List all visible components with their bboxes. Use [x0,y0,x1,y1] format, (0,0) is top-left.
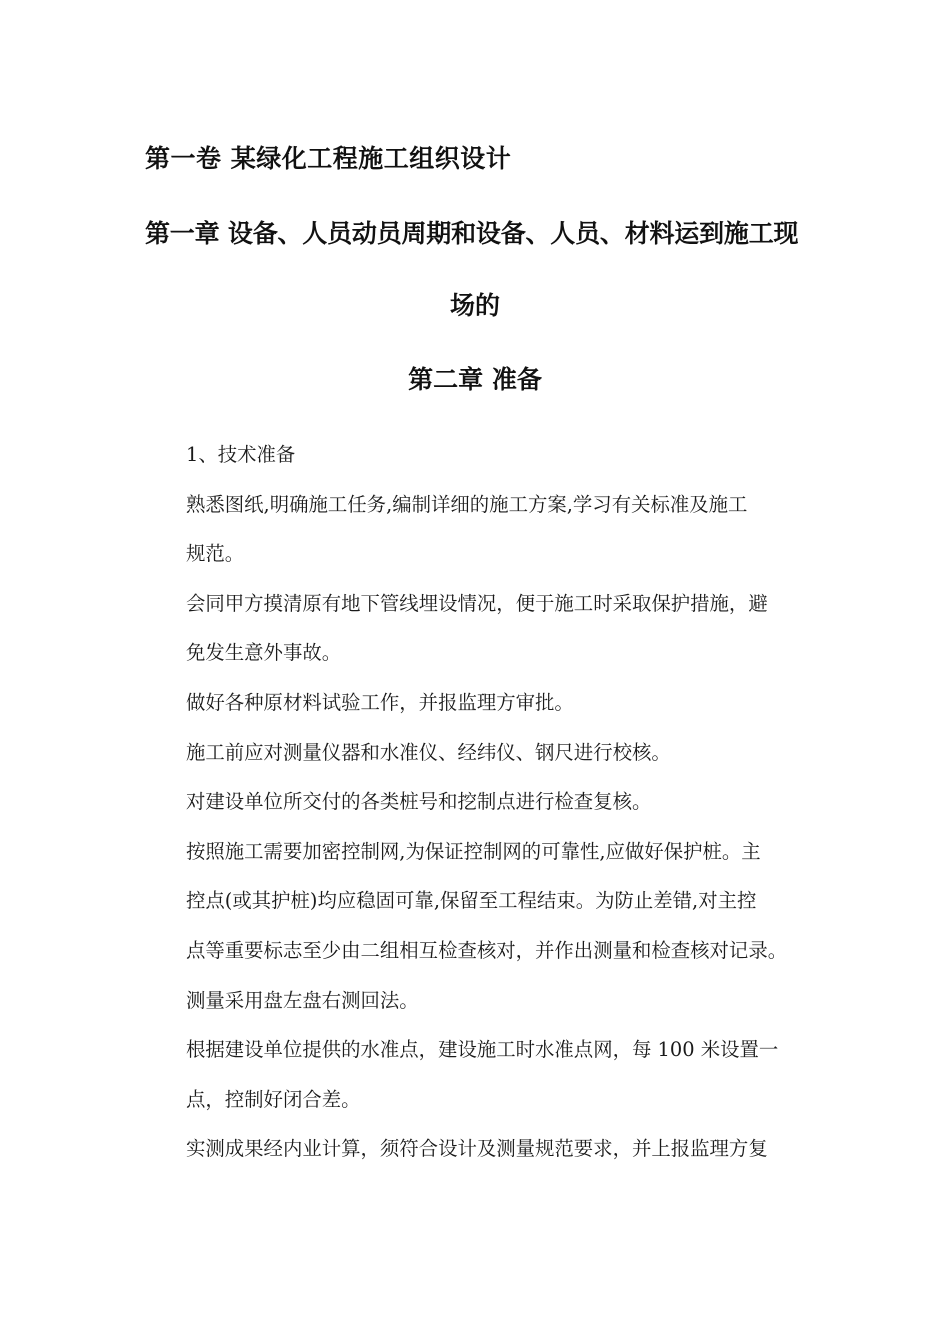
text-line: 免发生意外事故。 [186,641,342,665]
text-line: 施工前应对测量仪器和水准仪、经纬仪、钢尺进行校核。 [186,740,671,764]
text-line: 根据建设单位提供的水准点，建设施工时水准点网，每 100 米设置一 [186,1038,779,1062]
volume-title: 第一卷 某绿化工程施工组织设计 [145,144,512,173]
section-heading-technical-prep: 1、技术准备 [186,443,296,466]
text-line: 规范。 [186,542,245,566]
text-line: 点等重要标志至少由二组相互检查核对，并作出测量和检查核对记录。 [186,938,788,962]
text-line: 控点(或其护桩)均应稳固可靠,保留至工程结束。为防止差错,对主控 [186,889,757,913]
text-line: 对建设单位所交付的各类桩号和挖制点进行检查复核。 [186,790,652,814]
text-line: 实测成果经内业计算，须符合设计及测量规范要求，并上报监理方复 [186,1137,768,1161]
text-line: 做好各种原材料试验工作，并报监理方审批。 [186,690,574,714]
text-line: 会同甲方摸清原有地下管线埋设情况，便于施工时采取保护措施，避 [186,591,768,615]
text-line: 点，控制好闭合差。 [186,1087,361,1111]
chapter2-title: 第二章 准备 [408,365,542,394]
chapter1-title-line1: 第一章 设备、人员动员周期和设备、人员、材料运到施工现 [145,219,799,248]
chapter1-title-line2: 场的 [449,291,500,320]
text-line: 按照施工需要加密控制网,为保证控制网的可靠性,应做好保护桩。主 [186,839,761,863]
body-text [186,430,826,1174]
text-line: 熟悉图纸,明确施工任务,编制详细的施工方案,学习有关标准及施工 [186,492,748,516]
text-line: 测量采用盘左盘右测回法。 [186,988,419,1012]
